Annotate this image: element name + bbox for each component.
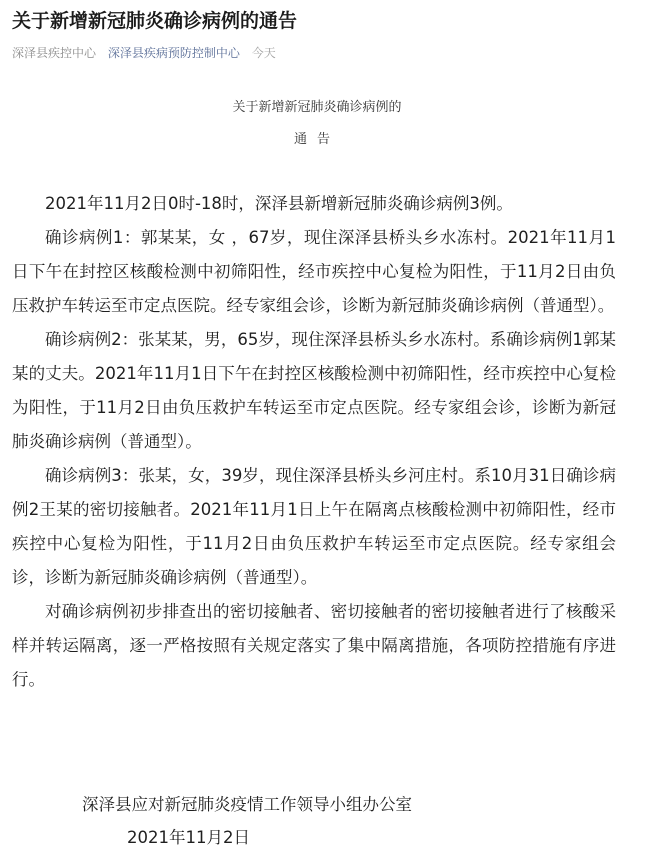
article-title: 关于新增新冠肺炎确诊病例的通告 [12,10,298,32]
signature-organization: 深泽县应对新冠肺炎疫情工作领导小组办公室 [82,795,412,814]
article-meta [12,44,284,62]
notice-heading-line2: 通告 [293,132,340,147]
notice-paragraph: 2021年11月2日0时-18时，深泽县新增新冠肺炎确诊病例3例。 [45,194,513,213]
account-name-link[interactable]: 深泽县疾病预防控制中心 [107,46,240,60]
notice-heading-line1: 关于新增新冠肺炎确诊病例的 [232,100,402,115]
notice-paragraph: 对确诊病例初步排查出的密切接触者、密切接触者的密切接触者进行了核酸采样并转运隔离，逐一严格按照有关规定落实了集中隔离措施，各项防控措施有序进行。 [12,602,616,689]
notice-body [12,187,616,697]
publish-date: 今天 [251,46,276,60]
notice-paragraph: 确诊病例3：张某，女，39岁，现住深泽县桥头乡河庄村。系10月31日确诊病例2王某的密切接触者。2021年11月1日上午在隔离点核酸检测中初筛阳性，经市疾控中心复检为阳性，于11月2日由负压救护车转运至市定点医院。经专家组会诊，诊断为新冠肺炎确诊病例（普通型）。 [12,466,616,587]
author-name: 深泽县疾控中心 [12,46,97,60]
notice-paragraph: 确诊病例1：郭某某，女 ，67岁，现住深泽县桥头乡水冻村。2021年11月1日下午在封控区核酸检测中初筛阳性，经市疾控中心复检为阳性，于11月2日由负压救护车转运至市定点医院。经专家组会诊，诊断为新冠肺炎确诊病例（普通型）。 [12,228,616,315]
signature-date: 2021年11月2日 [127,828,250,847]
notice-paragraph: 确诊病例2：张某某，男，65岁，现住深泽县桥头乡水冻村。系确诊病例1郭某某的丈夫。2021年11月1日下午在封控区核酸检测中初筛阳性，经市疾控中心复检为阳性，于11月2日由负压救护车转运至市定点医院。经专家组会诊，诊断为新冠肺炎确诊病例（普通型）。 [12,330,616,451]
